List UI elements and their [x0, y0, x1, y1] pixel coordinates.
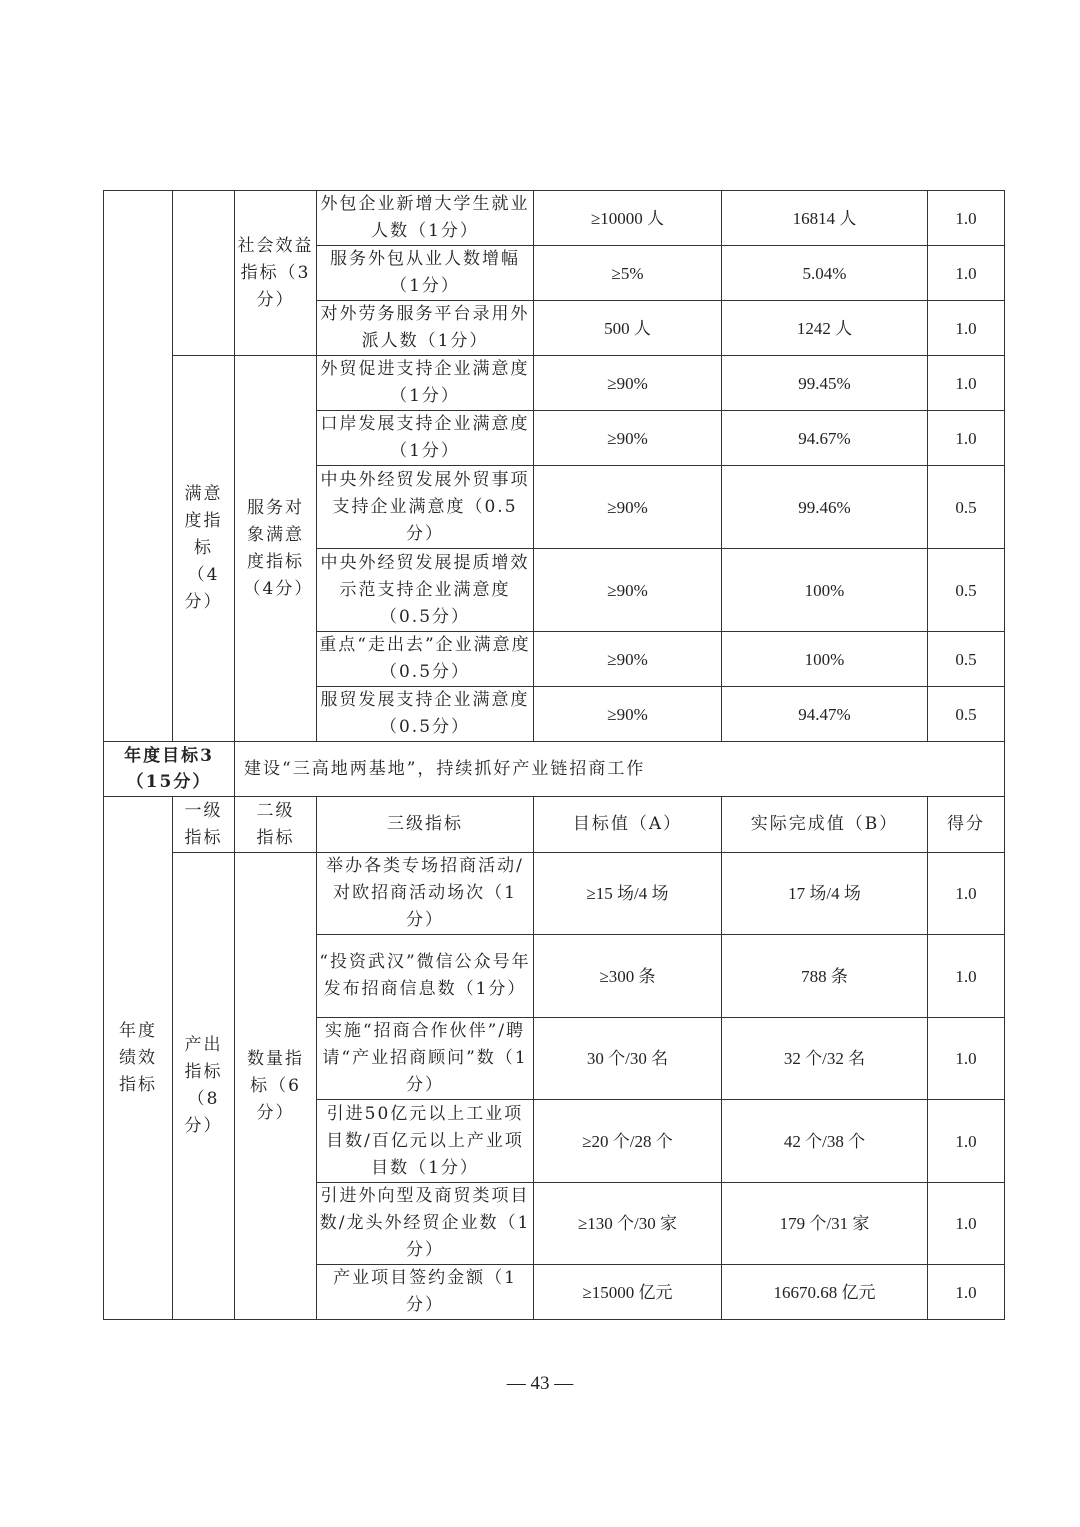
- l3-cell: 中央外经贸发展提质增效示范支持企业满意度（0.5分）: [317, 549, 534, 632]
- actual-cell: 179 个/31 家: [722, 1183, 928, 1265]
- header-l2-cell: 二级指标: [235, 797, 317, 853]
- score-cell: 1.0: [928, 1100, 1005, 1183]
- actual-cell: 16670.68 亿元: [722, 1265, 928, 1320]
- l3-cell: 举办各类专场招商活动/对欧招商活动场次（1分）: [317, 853, 534, 935]
- actual-cell: 32 个/32 名: [722, 1018, 928, 1100]
- score-cell: 0.5: [928, 632, 1005, 687]
- annual-perf-cell: 年度绩效指标: [104, 797, 173, 1320]
- l3-cell: 产业项目签约金额（1分）: [317, 1265, 534, 1320]
- target-cell: ≥300 条: [534, 935, 722, 1018]
- target-cell: ≥90%: [534, 411, 722, 466]
- score-cell: 1.0: [928, 853, 1005, 935]
- blank-l1-cell: [173, 191, 235, 356]
- page-number: — 43 —: [506, 1373, 574, 1394]
- output-l1-cell: 产出指标（8分）: [173, 853, 235, 1320]
- score-cell: 0.5: [928, 687, 1005, 742]
- actual-cell: 100%: [722, 632, 928, 687]
- score-cell: 1.0: [928, 246, 1005, 301]
- actual-cell: 94.47%: [722, 687, 928, 742]
- actual-cell: 16814 人: [722, 191, 928, 246]
- score-cell: 1.0: [928, 356, 1005, 411]
- performance-table: [103, 190, 1005, 1320]
- actual-cell: 99.45%: [722, 356, 928, 411]
- score-cell: 1.0: [928, 301, 1005, 356]
- actual-cell: 42 个/38 个: [722, 1100, 928, 1183]
- score-cell: 0.5: [928, 466, 1005, 549]
- l3-cell: 服务外包从业人数增幅（1分）: [317, 246, 534, 301]
- l3-cell: 实施“招商合作伙伴”/聘请“产业招商顾问”数（1分）: [317, 1018, 534, 1100]
- score-cell: 1.0: [928, 1183, 1005, 1265]
- target-cell: ≥5%: [534, 246, 722, 301]
- score-cell: 1.0: [928, 191, 1005, 246]
- actual-cell: 788 条: [722, 935, 928, 1018]
- header-actual-cell: 实际完成值（B）: [722, 797, 928, 853]
- score-cell: 1.0: [928, 411, 1005, 466]
- quantity-l2-cell: 数量指标（6分）: [235, 853, 317, 1320]
- l3-cell: 服贸发展支持企业满意度（0.5分）: [317, 687, 534, 742]
- header-l1-cell: 一级指标: [173, 797, 235, 853]
- l3-cell: 引进外向型及商贸类项目数/龙头外经贸企业数（1分）: [317, 1183, 534, 1265]
- actual-cell: 17 场/4 场: [722, 853, 928, 935]
- target-cell: ≥10000 人: [534, 191, 722, 246]
- l3-cell: 口岸发展支持企业满意度（1分）: [317, 411, 534, 466]
- score-cell: 0.5: [928, 549, 1005, 632]
- header-score-cell: 得分: [928, 797, 1005, 853]
- social-benefit-l2-cell: 社会效益指标（3分）: [235, 191, 317, 356]
- l3-cell: 中央外经贸发展外贸事项支持企业满意度（0.5分）: [317, 466, 534, 549]
- target-cell: ≥15000 亿元: [534, 1265, 722, 1320]
- target-cell: 30 个/30 名: [534, 1018, 722, 1100]
- l3-cell: “投资武汉”微信公众号年发布招商信息数（1分）: [317, 935, 534, 1018]
- l3-cell: 引进50亿元以上工业项目数/百亿元以上产业项目数（1分）: [317, 1100, 534, 1183]
- target-cell: ≥90%: [534, 549, 722, 632]
- target-cell: ≥15 场/4 场: [534, 853, 722, 935]
- score-cell: 1.0: [928, 1265, 1005, 1320]
- actual-cell: 99.46%: [722, 466, 928, 549]
- actual-cell: 94.67%: [722, 411, 928, 466]
- target-cell: ≥90%: [534, 687, 722, 742]
- actual-cell: 1242 人: [722, 301, 928, 356]
- l3-cell: 外包企业新增大学生就业人数（1分）: [317, 191, 534, 246]
- goal3-text-cell: 建设“三高地两基地”，持续抓好产业链招商工作: [235, 742, 1005, 797]
- target-cell: 500 人: [534, 301, 722, 356]
- score-cell: 1.0: [928, 1018, 1005, 1100]
- header-l3-cell: 三级指标: [317, 797, 534, 853]
- target-cell: ≥90%: [534, 356, 722, 411]
- actual-cell: 5.04%: [722, 246, 928, 301]
- satisfaction-l1-cell: 满意度指标（4分）: [173, 356, 235, 742]
- goal3-label-cell: 年度目标3（15分）: [104, 742, 235, 797]
- header-target-cell: 目标值（A）: [534, 797, 722, 853]
- actual-cell: 100%: [722, 549, 928, 632]
- satisfaction-l2-cell: 服务对象满意度指标（4分）: [235, 356, 317, 742]
- target-cell: ≥20 个/28 个: [534, 1100, 722, 1183]
- l3-cell: 对外劳务服务平台录用外派人数（1分）: [317, 301, 534, 356]
- blank-perf-cell: [104, 191, 173, 742]
- target-cell: ≥130 个/30 家: [534, 1183, 722, 1265]
- score-cell: 1.0: [928, 935, 1005, 1018]
- l3-cell: 重点“走出去”企业满意度（0.5分）: [317, 632, 534, 687]
- target-cell: ≥90%: [534, 466, 722, 549]
- target-cell: ≥90%: [534, 632, 722, 687]
- l3-cell: 外贸促进支持企业满意度（1分）: [317, 356, 534, 411]
